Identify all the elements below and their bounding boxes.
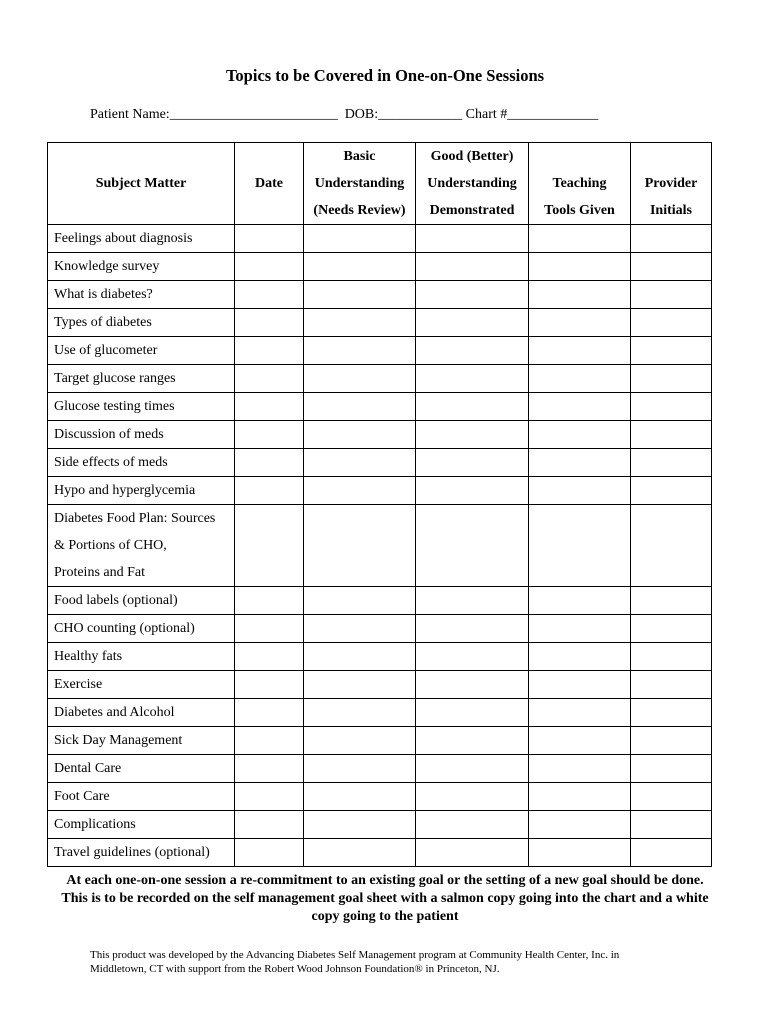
good-cell[interactable] <box>416 225 529 253</box>
header-teaching <box>529 143 631 225</box>
instruction-note: At each one-on-one session a re-commitment to an existing goal or the setting of a new goal should be done. This is to be recorded on the self management goal sheet with a salmon copy going into the chart and a white copy going to the patient <box>61 873 709 924</box>
basic-cell[interactable] <box>304 393 416 421</box>
good-cell[interactable] <box>416 337 529 365</box>
topic-label: Discussion of meds <box>54 427 164 442</box>
header-teaching-line1: Teaching <box>552 176 607 191</box>
table-row <box>48 783 712 811</box>
provider-cell[interactable] <box>631 337 712 365</box>
teaching-cell[interactable] <box>529 783 631 811</box>
basic-cell[interactable] <box>304 839 416 867</box>
provider-cell[interactable] <box>631 393 712 421</box>
topic-cell <box>48 755 235 783</box>
provider-cell[interactable] <box>631 421 712 449</box>
topic-label: What is diabetes? <box>54 287 153 302</box>
date-cell[interactable] <box>235 587 304 615</box>
topic-label: Sick Day Management <box>54 733 183 748</box>
table-row <box>48 393 712 421</box>
good-cell[interactable] <box>416 727 529 755</box>
provider-cell[interactable] <box>631 281 712 309</box>
basic-cell[interactable] <box>304 449 416 477</box>
good-cell[interactable] <box>416 477 529 505</box>
good-cell[interactable] <box>416 811 529 839</box>
topic-cell <box>48 365 235 393</box>
good-cell[interactable] <box>416 643 529 671</box>
basic-cell[interactable] <box>304 365 416 393</box>
teaching-cell[interactable] <box>529 811 631 839</box>
header-basic-line2: Understanding <box>314 176 405 191</box>
teaching-cell[interactable] <box>529 755 631 783</box>
date-cell[interactable] <box>235 727 304 755</box>
basic-cell[interactable] <box>304 699 416 727</box>
date-cell[interactable] <box>235 615 304 643</box>
table-row <box>48 421 712 449</box>
table-row <box>48 811 712 839</box>
basic-cell[interactable] <box>304 477 416 505</box>
date-cell[interactable] <box>235 281 304 309</box>
basic-cell[interactable] <box>304 755 416 783</box>
credit-footnote: This product was developed by the Advancing Diabetes Self Management program at Community Health Center, Inc. in Middletown, CT with support from the Robert Wood Johnson Foundation® in Princeton, NJ. <box>90 949 620 975</box>
good-cell[interactable] <box>416 755 529 783</box>
topic-label: Use of glucometer <box>54 343 158 358</box>
basic-cell[interactable] <box>304 587 416 615</box>
basic-cell[interactable] <box>304 811 416 839</box>
topic-cell <box>48 337 235 365</box>
provider-cell[interactable] <box>631 671 712 699</box>
provider-cell[interactable] <box>631 449 712 477</box>
teaching-cell[interactable] <box>529 281 631 309</box>
table-header-row <box>48 143 712 225</box>
basic-cell[interactable] <box>304 421 416 449</box>
teaching-cell[interactable] <box>529 615 631 643</box>
table-row <box>48 225 712 253</box>
topic-label: Side effects of meds <box>54 455 168 470</box>
topic-cell <box>48 253 235 281</box>
topic-label: Dental Care <box>54 761 122 776</box>
topic-label: Healthy fats <box>54 649 123 664</box>
date-cell[interactable] <box>235 671 304 699</box>
teaching-cell[interactable] <box>529 253 631 281</box>
table-row <box>48 727 712 755</box>
basic-cell[interactable] <box>304 643 416 671</box>
date-cell[interactable] <box>235 225 304 253</box>
provider-cell[interactable] <box>631 505 712 587</box>
provider-cell[interactable] <box>631 365 712 393</box>
provider-cell[interactable] <box>631 839 712 867</box>
topic-label: Glucose testing times <box>54 399 175 414</box>
topic-cell <box>48 587 235 615</box>
topic-label: Target glucose ranges <box>54 371 176 386</box>
date-cell[interactable] <box>235 839 304 867</box>
basic-cell[interactable] <box>304 225 416 253</box>
date-cell[interactable] <box>235 393 304 421</box>
provider-cell[interactable] <box>631 643 712 671</box>
good-cell[interactable] <box>416 421 529 449</box>
topic-cell <box>48 309 235 337</box>
header-good <box>416 143 529 225</box>
table-row <box>48 449 712 477</box>
good-cell[interactable] <box>416 783 529 811</box>
provider-cell[interactable] <box>631 253 712 281</box>
topic-cell <box>48 393 235 421</box>
header-basic-line1: Basic <box>343 149 376 164</box>
table-row <box>48 281 712 309</box>
date-cell[interactable] <box>235 811 304 839</box>
teaching-cell[interactable] <box>529 421 631 449</box>
date-cell[interactable] <box>235 505 304 587</box>
teaching-cell[interactable] <box>529 727 631 755</box>
table-row <box>48 643 712 671</box>
basic-cell[interactable] <box>304 337 416 365</box>
topic-label: Food labels (optional) <box>54 593 178 608</box>
topic-label: Diabetes Food Plan: Sources <box>54 511 216 526</box>
topic-label: Complications <box>54 817 136 832</box>
topic-cell <box>48 671 235 699</box>
teaching-cell[interactable] <box>529 477 631 505</box>
header-good-line1: Good (Better) <box>430 149 514 164</box>
date-cell[interactable] <box>235 449 304 477</box>
topic-cell <box>48 225 235 253</box>
topic-cell <box>48 783 235 811</box>
teaching-cell[interactable] <box>529 699 631 727</box>
teaching-cell[interactable] <box>529 337 631 365</box>
good-cell[interactable] <box>416 253 529 281</box>
basic-cell[interactable] <box>304 505 416 587</box>
teaching-cell[interactable] <box>529 839 631 867</box>
topic-label: & Portions of CHO, <box>54 538 167 553</box>
topic-label: Travel guidelines (optional) <box>54 845 210 860</box>
teaching-cell[interactable] <box>529 643 631 671</box>
topic-cell <box>48 449 235 477</box>
header-teaching-line2: Tools Given <box>544 203 615 218</box>
date-cell[interactable] <box>235 365 304 393</box>
header-good-line2: Understanding <box>427 176 517 191</box>
provider-cell[interactable] <box>631 477 712 505</box>
provider-cell[interactable] <box>631 309 712 337</box>
provider-cell[interactable] <box>631 587 712 615</box>
date-cell[interactable] <box>235 253 304 281</box>
header-good-line3: Demonstrated <box>429 203 515 218</box>
provider-cell[interactable] <box>631 755 712 783</box>
good-cell[interactable] <box>416 671 529 699</box>
basic-cell[interactable] <box>304 783 416 811</box>
good-cell[interactable] <box>416 449 529 477</box>
good-cell[interactable] <box>416 365 529 393</box>
topic-cell <box>48 839 235 867</box>
topic-label: Hypo and hyperglycemia <box>54 483 196 498</box>
good-cell[interactable] <box>416 393 529 421</box>
topic-label: Foot Care <box>54 789 110 804</box>
date-cell[interactable] <box>235 643 304 671</box>
topic-cell <box>48 615 235 643</box>
table-row <box>48 477 712 505</box>
provider-cell[interactable] <box>631 699 712 727</box>
table-row <box>48 253 712 281</box>
header-basic-line3: (Needs Review) <box>313 203 406 218</box>
table-row <box>48 615 712 643</box>
date-cell[interactable] <box>235 309 304 337</box>
date-cell[interactable] <box>235 783 304 811</box>
topic-cell <box>48 505 235 587</box>
table-row <box>48 365 712 393</box>
topic-label: Exercise <box>54 677 103 692</box>
header-provider <box>631 143 712 225</box>
topic-label: Feelings about diagnosis <box>54 231 193 246</box>
table-row <box>48 699 712 727</box>
topic-label: CHO counting (optional) <box>54 621 195 636</box>
topics-table <box>47 142 712 867</box>
topic-label: Knowledge survey <box>54 259 160 274</box>
page-title: Topics to be Covered in One-on-One Sessions <box>225 66 545 85</box>
table-row <box>48 755 712 783</box>
topic-label: Types of diabetes <box>54 315 152 330</box>
header-date: Date <box>235 143 304 225</box>
date-cell[interactable] <box>235 477 304 505</box>
basic-cell[interactable] <box>304 281 416 309</box>
table-row <box>48 337 712 365</box>
header-provider-line2: Initials <box>649 203 692 218</box>
provider-cell[interactable] <box>631 811 712 839</box>
teaching-cell[interactable] <box>529 225 631 253</box>
teaching-cell[interactable] <box>529 505 631 587</box>
basic-cell[interactable] <box>304 615 416 643</box>
date-cell[interactable] <box>235 755 304 783</box>
teaching-cell[interactable] <box>529 587 631 615</box>
table-row <box>48 587 712 615</box>
good-cell[interactable] <box>416 309 529 337</box>
topic-cell <box>48 643 235 671</box>
patient-info-line[interactable]: Patient Name:________________________ DOB:____________ Chart #_____________ <box>90 107 599 122</box>
good-cell[interactable] <box>416 615 529 643</box>
teaching-cell[interactable] <box>529 309 631 337</box>
good-cell[interactable] <box>416 699 529 727</box>
header-subject: Subject Matter <box>48 143 235 225</box>
basic-cell[interactable] <box>304 727 416 755</box>
provider-cell[interactable] <box>631 615 712 643</box>
teaching-cell[interactable] <box>529 449 631 477</box>
topic-label: Proteins and Fat <box>54 565 145 580</box>
good-cell[interactable] <box>416 839 529 867</box>
teaching-cell[interactable] <box>529 671 631 699</box>
table-row <box>48 505 712 587</box>
topic-cell <box>48 811 235 839</box>
header-provider-line1: Provider <box>644 176 698 191</box>
provider-cell[interactable] <box>631 783 712 811</box>
topic-cell <box>48 281 235 309</box>
basic-cell[interactable] <box>304 671 416 699</box>
good-cell[interactable] <box>416 505 529 587</box>
table-row <box>48 671 712 699</box>
teaching-cell[interactable] <box>529 393 631 421</box>
header-basic <box>304 143 416 225</box>
basic-cell[interactable] <box>304 253 416 281</box>
topic-cell <box>48 727 235 755</box>
topic-cell <box>48 477 235 505</box>
topic-label: Diabetes and Alcohol <box>54 705 175 720</box>
date-cell[interactable] <box>235 337 304 365</box>
provider-cell[interactable] <box>631 225 712 253</box>
good-cell[interactable] <box>416 587 529 615</box>
date-cell[interactable] <box>235 421 304 449</box>
teaching-cell[interactable] <box>529 365 631 393</box>
good-cell[interactable] <box>416 281 529 309</box>
provider-cell[interactable] <box>631 727 712 755</box>
topic-cell <box>48 699 235 727</box>
table-row <box>48 309 712 337</box>
topic-cell <box>48 421 235 449</box>
date-cell[interactable] <box>235 699 304 727</box>
basic-cell[interactable] <box>304 309 416 337</box>
table-row <box>48 839 712 867</box>
